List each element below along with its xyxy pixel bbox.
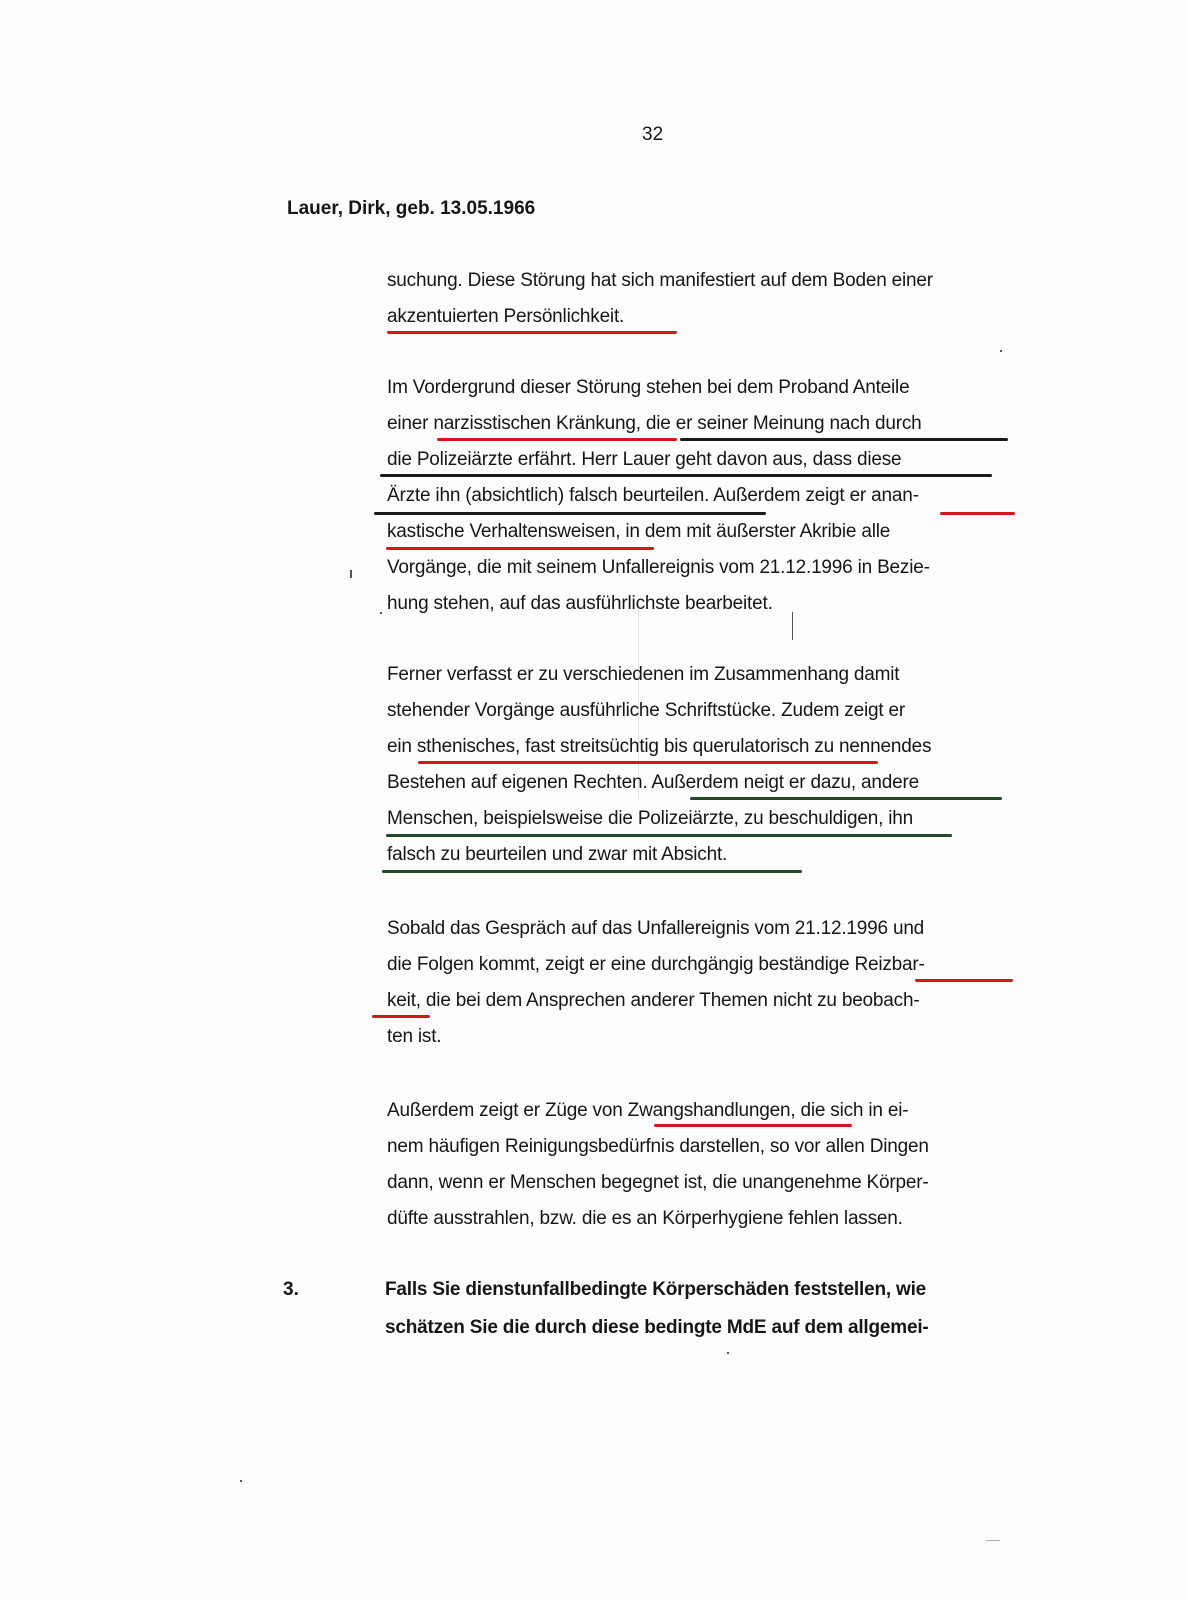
text-line: einer narzisstischen Kränkung, die er seiner Meinung nach durch — [387, 413, 922, 434]
text-line: ten ist. — [387, 1026, 442, 1047]
scan-speck — [240, 1480, 242, 1482]
black-underline — [380, 474, 992, 477]
text-line: ein sthenisches, fast streitsüchtig bis querulatorisch zu nennendes — [387, 736, 932, 757]
text-line: Ferner verfasst er zu verschiedenen im Zusammenhang damit — [387, 664, 900, 685]
patient-header: Lauer, Dirk, geb. 13.05.1966 — [287, 198, 536, 219]
text-line: Menschen, beispielsweise die Polizeiärzte, zu beschuldigen, ihn — [387, 808, 914, 829]
black-underline — [680, 438, 1008, 441]
scan-speck — [986, 1540, 1000, 1541]
text-line: dann, wenn er Menschen begegnet ist, die unangenehme Körper- — [387, 1172, 929, 1193]
question-line: Falls Sie dienstunfallbedingte Körperschäden feststellen, wie — [385, 1279, 927, 1300]
text-line: Außerdem zeigt er Züge von Zwangshandlungen, die sich in ei- — [387, 1100, 909, 1121]
scan-speck — [727, 1352, 729, 1354]
text-line: Bestehen auf eigenen Rechten. Außerdem neigt er dazu, andere — [387, 772, 919, 793]
scan-mark — [792, 612, 793, 640]
question-number: 3. — [283, 1279, 299, 1300]
red-underline — [654, 1124, 852, 1127]
question-line: schätzen Sie die durch diese bedingte MdE auf dem allgemei- — [385, 1317, 929, 1338]
red-underline — [387, 331, 677, 334]
text-line: keit, die bei dem Ansprechen anderer Themen nicht zu beobach- — [387, 990, 920, 1011]
green-underline — [690, 797, 1002, 800]
fold-line — [638, 600, 639, 800]
text-line: Im Vordergrund dieser Störung stehen bei dem Proband Anteile — [387, 377, 910, 398]
red-underline — [372, 1015, 430, 1018]
red-underline — [437, 438, 677, 441]
red-underline — [418, 761, 878, 764]
text-line: nem häufigen Reinigungsbedürfnis darstellen, so vor allen Dingen — [387, 1136, 929, 1157]
red-underline — [940, 512, 1015, 515]
text-line: die Folgen kommt, zeigt er eine durchgängig beständige Reizbar- — [387, 954, 925, 975]
text-line: akzentuierten Persönlichkeit. — [387, 306, 625, 327]
green-underline — [386, 834, 952, 837]
text-line: Ärzte ihn (absichtlich) falsch beurteilen. Außerdem zeigt er anan- — [387, 485, 919, 506]
scan-speck — [1000, 350, 1002, 352]
red-underline — [915, 979, 1013, 982]
text-line: düfte ausstrahlen, bzw. die es an Körperhygiene fehlen lassen. — [387, 1208, 903, 1229]
red-underline — [386, 547, 654, 550]
green-underline — [382, 870, 802, 873]
text-line: Sobald das Gespräch auf das Unfallereignis vom 21.12.1996 und — [387, 918, 925, 939]
text-line: hung stehen, auf das ausführlichste bearbeitet. — [387, 593, 773, 614]
text-line: suchung. Diese Störung hat sich manifestiert auf dem Boden einer — [387, 270, 933, 291]
scan-speck — [380, 612, 382, 614]
text-line: stehender Vorgänge ausführliche Schriftstücke. Zudem zeigt er — [387, 700, 905, 721]
scan-mark — [350, 570, 352, 578]
text-line: die Polizeiärzte erfährt. Herr Lauer geht davon aus, dass diese — [387, 449, 902, 470]
text-line: Vorgänge, die mit seinem Unfallereignis vom 21.12.1996 in Bezie- — [387, 557, 930, 578]
text-line: falsch zu beurteilen und zwar mit Absicht. — [387, 844, 728, 865]
black-underline — [374, 512, 766, 515]
page-number: 32 — [642, 124, 664, 145]
text-line: kastische Verhaltensweisen, in dem mit äußerster Akribie alle — [387, 521, 891, 542]
